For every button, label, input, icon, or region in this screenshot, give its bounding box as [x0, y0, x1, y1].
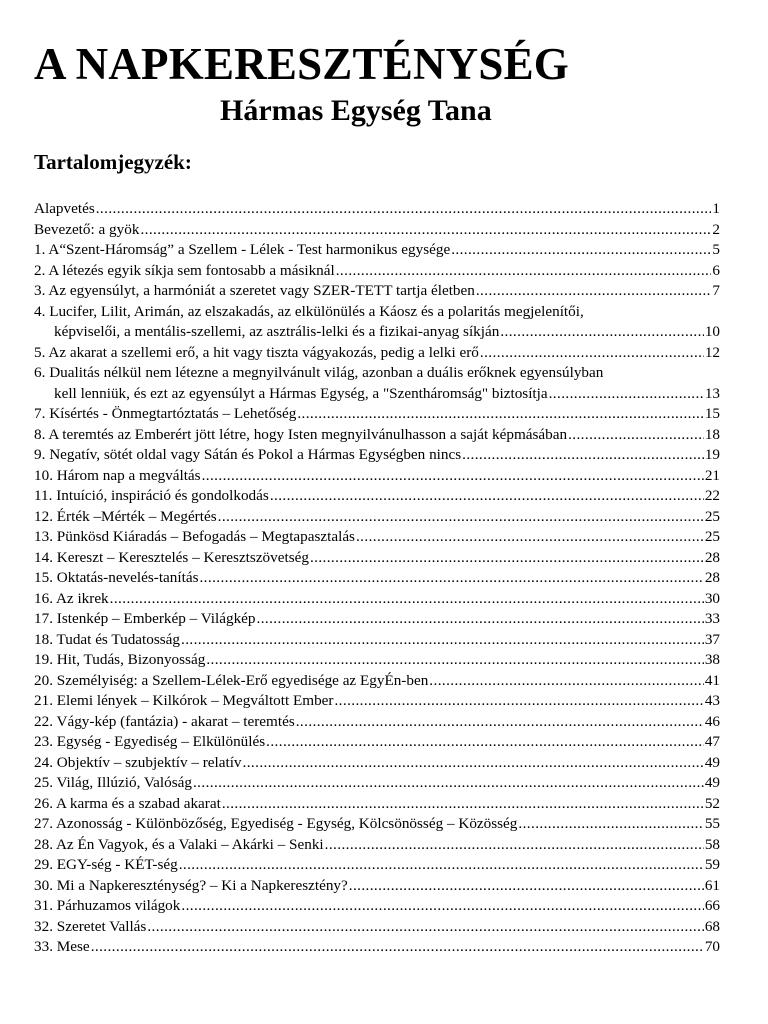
- dot-leader: [181, 630, 704, 651]
- toc-entry-title: 26. A karma és a szabad akarat: [34, 794, 221, 812]
- dot-leader: [429, 671, 704, 692]
- toc-entry: [34, 896, 720, 917]
- toc-entry: [34, 527, 720, 548]
- dot-leader: [296, 712, 704, 733]
- toc-entry: [34, 589, 720, 610]
- toc-page-number: 33: [704, 610, 720, 627]
- toc-entry: [34, 650, 720, 671]
- toc-entry-title: 1. A“Szent-Háromság” a Szellem - Lélek - Test harmonikus egysége: [34, 241, 451, 258]
- toc-page-number: 1: [712, 200, 720, 217]
- toc-entry: [34, 671, 720, 692]
- toc-entry: [34, 548, 720, 569]
- dot-leader: [349, 876, 704, 897]
- toc-page-number: 7: [712, 282, 720, 299]
- dot-leader: [451, 240, 711, 261]
- toc-page-number: 38: [704, 651, 720, 668]
- dot-leader: [181, 896, 703, 917]
- dot-leader: [140, 220, 711, 241]
- toc-page-number: 6: [712, 261, 720, 279]
- toc-page-number: 49: [704, 753, 720, 771]
- toc-entry-title: 15. Oktatás-nevelés-tanítás: [34, 569, 199, 586]
- toc-entry: [34, 794, 720, 815]
- toc-entry-title: 21. Elemi lények – Kilkórok – Megváltott Ember: [34, 692, 334, 709]
- dot-leader: [568, 425, 704, 446]
- toc-page-number: 22: [704, 487, 720, 504]
- toc-entry: [34, 568, 720, 589]
- toc-entry-title: 7. Kísértés - Önmegtartóztatás – Lehetőség: [34, 405, 297, 422]
- toc-entry-title: 29. EGY-ség - KÉT-ség: [34, 856, 178, 873]
- toc-entry-title: 28. Az Én Vagyok, és a Valaki – Akárki – Senki: [34, 835, 324, 853]
- toc-entry-title: 33. Mese: [34, 938, 90, 955]
- toc-entry: [34, 343, 720, 364]
- toc-page-number: 43: [704, 692, 720, 709]
- toc-entry-title: Bevezető: a gyök: [34, 220, 140, 238]
- toc-entry: [34, 261, 720, 282]
- dot-leader: [325, 835, 704, 856]
- dot-leader: [218, 507, 704, 528]
- toc-entry-title: 31. Párhuzamos világok: [34, 897, 181, 914]
- toc-entry-title: 8. A teremtés az Emberért jött létre, hogy Isten megnyilvánulhasson a saját képmásában: [34, 425, 568, 443]
- toc-page-number: 61: [704, 876, 720, 894]
- toc-entry: [34, 814, 720, 835]
- toc-entry: [34, 630, 720, 651]
- toc-page-number: 13: [704, 384, 720, 402]
- dot-leader: [91, 937, 704, 958]
- toc-page-number: 19: [704, 446, 720, 463]
- toc-entry-title: 19. Hit, Tudás, Bizonyosság: [34, 651, 206, 668]
- toc-page-number: 15: [704, 405, 720, 422]
- toc-entry-title: Alapvetés: [34, 200, 95, 217]
- toc-entry-title: 13. Pünkösd Kiáradás – Befogadás – Megtapasztalás: [34, 528, 355, 545]
- dot-leader: [222, 794, 704, 815]
- dot-leader: [243, 753, 704, 774]
- toc-entry-title: 17. Istenkép – Emberkép – Világkép: [34, 610, 256, 627]
- toc-page-number: 59: [704, 856, 720, 873]
- toc-entry: [34, 855, 720, 876]
- toc-page-number: 28: [704, 548, 720, 566]
- toc-page-number: 68: [704, 917, 720, 935]
- toc-entry-title: 10. Három nap a megváltás: [34, 466, 201, 484]
- toc-entry-title: 23. Egység - Egyediség – Elkülönülés: [34, 733, 266, 750]
- toc-entry: [34, 404, 720, 425]
- toc-entry: [34, 281, 720, 302]
- dot-leader: [549, 384, 704, 405]
- dot-leader: [96, 199, 712, 220]
- dot-leader: [206, 650, 704, 671]
- dot-leader: [199, 568, 703, 589]
- toc-entry-title-line1: 6. Dualitás nélkül nem létezne a megnyilvánult világ, azonban a duális erőknek egyensúlyban: [34, 364, 604, 381]
- dot-leader: [257, 609, 704, 630]
- toc-entry-title: 12. Érték –Mérték – Megértés: [34, 507, 217, 525]
- toc-page-number: 30: [704, 589, 720, 607]
- toc-entry-title: képviselői, a mentális-szellemi, az asztrális-lelki és a fizikai-anyag síkján: [54, 323, 500, 340]
- toc-entry: [34, 937, 720, 958]
- dot-leader: [462, 445, 704, 466]
- dot-leader: [480, 343, 704, 364]
- toc-entry: [34, 486, 720, 507]
- toc-entry-title: 2. A létezés egyik síkja sem fontosabb a másiknál: [34, 261, 335, 279]
- dot-leader: [202, 466, 704, 487]
- toc-entry-title-line1: 4. Lucifer, Lilit, Arimán, az elszakadás, az elkülönülés a Káosz és a polaritás megjelenítői,: [34, 302, 584, 320]
- toc-entry-title: 20. Személyiség: a Szellem-Lélek-Erő egyedisége az EgyÉn-ben: [34, 671, 429, 689]
- dot-leader: [476, 281, 712, 302]
- toc-page-number: 58: [704, 835, 720, 853]
- dot-leader: [336, 261, 712, 282]
- dot-leader: [500, 322, 703, 343]
- dot-leader: [266, 732, 704, 753]
- toc-entry: [34, 753, 720, 774]
- toc-page-number: 46: [704, 712, 720, 730]
- dot-leader: [334, 691, 703, 712]
- toc-page-number: 21: [704, 466, 720, 484]
- toc-page-number: 70: [704, 938, 720, 955]
- toc-entry-title: 9. Negatív, sötét oldal vagy Sátán és Pokol a Hármas Egységben nincs: [34, 446, 462, 463]
- dot-leader: [270, 486, 704, 507]
- toc-entry-title: 30. Mi a Napkereszténység? – Ki a Napkeresztény?: [34, 876, 348, 894]
- toc-entry: [34, 835, 720, 856]
- toc-page-number: 37: [704, 630, 720, 648]
- toc-page-number: 47: [704, 733, 720, 750]
- dot-leader: [297, 404, 703, 425]
- toc-entry: [34, 466, 720, 487]
- document-subtitle: Hármas Egység Tana: [220, 94, 492, 127]
- table-of-contents: [34, 199, 720, 958]
- toc-entry-title: 5. Az akarat a szellemi erő, a hit vagy tiszta vágyakozás, pedig a lelki erő: [34, 343, 479, 361]
- dot-leader: [518, 814, 703, 835]
- toc-entry: [34, 876, 720, 897]
- toc-page-number: 25: [704, 528, 720, 545]
- dot-leader: [193, 773, 704, 794]
- toc-page-number: 41: [704, 671, 720, 689]
- toc-entry: [34, 302, 720, 343]
- toc-entry: [34, 425, 720, 446]
- toc-page-number: 2: [712, 220, 720, 238]
- toc-page-number: 55: [704, 815, 720, 832]
- toc-page-number: 12: [704, 343, 720, 361]
- toc-entry-title: 24. Objektív – szubjektív – relatív: [34, 753, 242, 771]
- toc-entry: [34, 220, 720, 241]
- toc-entry: [34, 917, 720, 938]
- toc-heading: Tartalomjegyzék:: [34, 150, 192, 174]
- toc-page-number: 52: [704, 794, 720, 812]
- dot-leader: [110, 589, 704, 610]
- toc-entry: [34, 773, 720, 794]
- toc-page-number: 49: [704, 774, 720, 791]
- dot-leader: [310, 548, 704, 569]
- toc-page-number: 10: [704, 323, 720, 340]
- toc-entry-title: 3. Az egyensúlyt, a harmóniát a szeretet vagy SZER-TETT tartja életben: [34, 282, 475, 299]
- toc-entry-title: 25. Világ, Illúzió, Valóság: [34, 774, 192, 791]
- toc-entry: [34, 445, 720, 466]
- toc-entry: [34, 199, 720, 220]
- toc-entry: [34, 732, 720, 753]
- toc-entry: [34, 363, 720, 404]
- toc-entry: [34, 609, 720, 630]
- toc-page-number: 18: [704, 425, 720, 443]
- toc-entry-title: 32. Szeretet Vallás: [34, 917, 147, 935]
- document-title: A NAPKERESZTÉNYSÉG: [34, 39, 569, 89]
- toc-entry-title: 18. Tudat és Tudatosság: [34, 630, 181, 648]
- toc-entry-title: kell lenniük, és ezt az egyensúlyt a Hármas Egység, a "Szentháromság" biztosítja: [54, 384, 548, 402]
- toc-entry-title: 11. Intuíció, inspiráció és gondolkodás: [34, 487, 269, 504]
- toc-entry-title: 16. Az ikrek: [34, 589, 109, 607]
- toc-entry: [34, 507, 720, 528]
- toc-page-number: 25: [704, 507, 720, 525]
- dot-leader: [356, 527, 704, 548]
- toc-entry-title: 27. Azonosság - Különbözőség, Egyediség - Egység, Kölcsönösség – Közösség: [34, 815, 518, 832]
- toc-page-number: 28: [704, 569, 720, 586]
- toc-page-number: 66: [704, 897, 720, 914]
- toc-entry: [34, 691, 720, 712]
- toc-entry: [34, 712, 720, 733]
- dot-leader: [179, 855, 704, 876]
- toc-page-number: 5: [712, 241, 720, 258]
- dot-leader: [147, 917, 703, 938]
- toc-entry-title: 22. Vágy-kép (fantázia) - akarat – teremtés: [34, 712, 295, 730]
- toc-entry: [34, 240, 720, 261]
- toc-entry-title: 14. Kereszt – Keresztelés – Keresztszövetség: [34, 548, 309, 566]
